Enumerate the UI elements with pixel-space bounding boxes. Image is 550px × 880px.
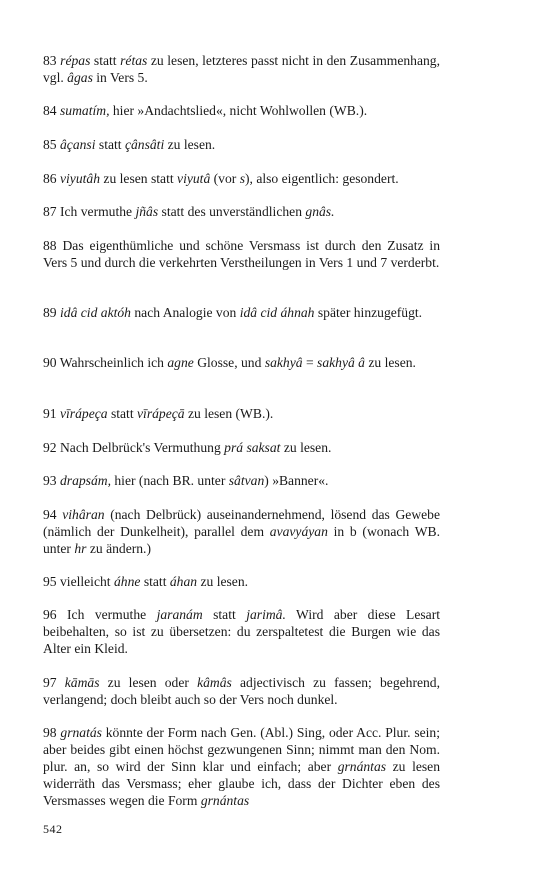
note-text: zu lesen oder — [99, 675, 198, 690]
note-text: zu lesen. — [197, 574, 249, 589]
note-83 — [43, 52, 440, 86]
note-text: statt — [107, 406, 138, 421]
note-text: 97 — [43, 675, 65, 690]
note-text: 90 Wahrscheinlich ich — [43, 355, 168, 370]
note-text: statt des unverständlichen — [158, 204, 306, 219]
note-term: vihâran — [62, 507, 105, 522]
note-text: Glosse, und — [193, 355, 265, 370]
note-94 — [43, 506, 440, 557]
note-84 — [43, 102, 440, 119]
note-term: jaranám — [156, 607, 203, 622]
note-text: 91 — [43, 406, 60, 421]
note-text: zu lesen. — [164, 137, 216, 152]
note-text: 95 vielleicht — [43, 574, 114, 589]
note-text: zu lesen widerräth das Versmass; eher glaube ich, dass der Dichter eben des Versmasses wegen die Form — [43, 759, 440, 808]
note-text: zu lesen. — [280, 440, 332, 455]
note-term: sumatím, — [60, 103, 110, 118]
note-term: viyutâh — [60, 171, 101, 186]
note-85 — [43, 136, 440, 153]
note-87 — [43, 203, 440, 220]
note-95 — [43, 573, 440, 590]
note-88 — [43, 237, 440, 271]
note-text: 94 — [43, 507, 63, 522]
note-term: áhne — [113, 574, 141, 589]
note-term: jarimâ. — [246, 607, 286, 622]
note-text: adjectivisch zu fassen; begehrend, verlangend; doch bleibt auch so der Vers noch dunkel. — [43, 675, 441, 707]
note-text: zu lesen (WB.). — [184, 406, 274, 421]
note-86 — [43, 170, 440, 187]
note-term: áhan — [169, 574, 198, 589]
note-term: grnántas — [200, 793, 250, 808]
note-92 — [43, 439, 440, 456]
note-term: hr — [74, 541, 87, 556]
note-text: 93 — [43, 473, 60, 488]
note-89 — [43, 304, 440, 321]
note-text: in b (wonach WB. unter — [43, 524, 440, 556]
note-text: zu lesen, letzteres passt nicht in den Zusammenhang, vgl. — [43, 53, 440, 85]
note-term: répas — [60, 53, 91, 68]
note-term: âgas — [67, 70, 93, 85]
note-text: (nach Delbrück) auseinandernehmend, lösend das Gewebe (nämlich der Dunkelheit), parallel dem — [43, 507, 441, 539]
note-term: vīrápeçā — [137, 406, 185, 421]
note-text: (vor — [210, 171, 240, 186]
note-term: sâtvan — [228, 473, 265, 488]
note-90 — [43, 354, 440, 371]
note-term: idâ cid áhnah — [239, 305, 315, 320]
note-term: gnâs. — [305, 204, 335, 219]
note-text: nach Analogie von — [130, 305, 240, 320]
note-text: Wird aber diese Lesart beibehalten, so ist zu übersetzen: du zerspaltetest die Burgen wie das Alter ein Kleid. — [43, 607, 441, 656]
note-term: drapsám, — [60, 473, 111, 488]
note-term: kāmās — [64, 675, 100, 690]
note-term: grnatás — [60, 725, 102, 740]
note-text: 88 Das eigenthümliche und schöne Versmass ist durch den Zusatz in Vers 5 und durch die verkehrten Verstheilungen in Vers 1 und 7 verderbt. — [43, 238, 440, 270]
note-term: idâ cid aktóh — [60, 305, 131, 320]
note-term: vīrápeça — [60, 406, 108, 421]
note-97 — [43, 674, 440, 708]
note-term: jñâs — [135, 204, 159, 219]
note-term: kâmâs — [197, 675, 232, 690]
note-term: âçansi — [60, 137, 96, 152]
note-text: statt — [90, 53, 121, 68]
note-text: hier (nach BR. unter — [110, 473, 229, 488]
note-text: 92 Nach Delbrück's Vermuthung — [43, 440, 225, 455]
note-term: sakhyâ â — [317, 355, 365, 370]
note-term: viyutâ — [177, 171, 211, 186]
note-91 — [43, 405, 440, 422]
note-text: zu lesen statt — [100, 171, 178, 186]
note-96 — [43, 606, 440, 657]
note-text: 83 — [43, 53, 61, 68]
note-term: grnántas — [337, 759, 387, 774]
note-term: çânsâti — [124, 137, 165, 152]
note-text: 98 — [43, 725, 61, 740]
page-number: 542 — [43, 822, 63, 836]
note-term: sakhyâ — [264, 355, 303, 370]
note-text: 89 — [43, 305, 60, 320]
note-text: 87 Ich vermuthe — [43, 204, 136, 219]
note-text: zu ändern.) — [86, 541, 151, 556]
note-term: rétas — [120, 53, 148, 68]
note-93 — [43, 472, 440, 489]
note-term: avavyáyan — [269, 524, 328, 539]
note-text: zu lesen. — [364, 355, 416, 370]
note-term: agne — [167, 355, 194, 370]
note-text: in Vers 5. — [92, 70, 148, 85]
note-text: statt — [202, 607, 247, 622]
note-text: 86 — [43, 171, 60, 186]
note-text: 84 — [43, 103, 60, 118]
note-text: ) »Banner«. — [264, 473, 329, 488]
note-term: s — [239, 171, 245, 186]
note-text: 96 Ich vermuthe — [43, 607, 157, 622]
note-text: später hinzugefügt. — [314, 305, 423, 320]
note-text: = — [302, 355, 318, 370]
note-text: statt — [95, 137, 125, 152]
note-term: prá saksat — [224, 440, 281, 455]
note-text: statt — [140, 574, 170, 589]
note-text: könnte der Form nach Gen. (Abl.) Sing, oder Acc. Plur. sein; aber beides gibt einen höchst gezwungenen Sinn; nimmt man den Nom. plur. an, so wird der Sinn klar und einfach; aber — [43, 725, 440, 774]
note-text: ), also eigentlich: gesondert. — [245, 171, 399, 186]
note-98 — [43, 724, 440, 809]
note-text: hier »Andachtslied«, nicht Wohlwollen (WB.). — [109, 103, 368, 118]
note-text: 85 — [43, 137, 60, 152]
